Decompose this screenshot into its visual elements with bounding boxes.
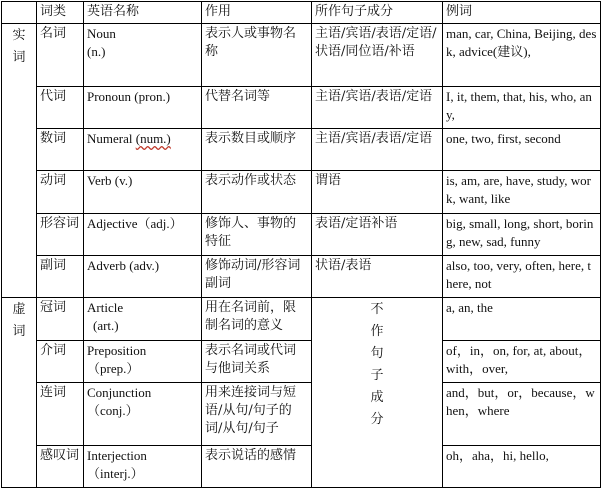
function-cell: 表示人或事物名称 xyxy=(202,24,312,87)
function-cell: 表示说话的感情 xyxy=(202,445,312,487)
table-row xyxy=(2,24,601,87)
examples-cell: also, too, very, often, here, there, not xyxy=(443,256,601,298)
function-cell: 修饰人、事物的特征 xyxy=(202,213,312,255)
function-cell: 用来连接词与短语/从句/句子的词/从句/句子 xyxy=(202,383,312,446)
part-of-speech-table xyxy=(1,1,601,488)
examples-cell: is, am, are, have, study, work, want, like xyxy=(443,171,601,213)
examples-cell: man, car, China, Beijing, desk, advice(建议), xyxy=(443,24,601,87)
header-row xyxy=(2,2,601,24)
word-class-cell: 代词 xyxy=(37,86,84,128)
word-class-cell: 冠词 xyxy=(37,298,84,340)
shared-role-text: 不作句子成分 xyxy=(370,302,384,428)
table-row xyxy=(2,445,601,487)
table-row xyxy=(2,256,601,298)
group-label-function-words: 虚词 xyxy=(2,298,37,488)
english-name-cell: Conjunction （conj.） xyxy=(84,383,202,446)
spellcheck-underline: (num.) xyxy=(135,131,171,147)
word-class-cell: 数词 xyxy=(37,129,84,171)
examples-cell: a, an, the xyxy=(443,298,601,340)
word-class-cell: 名词 xyxy=(37,24,84,87)
english-name-cell: Numeral (num.) xyxy=(84,129,202,171)
group-label-content-words: 实词 xyxy=(2,24,37,298)
sentence-role-cell: 谓语 xyxy=(312,171,443,213)
table-row xyxy=(2,383,601,446)
sentence-role-cell: 表语/定语补语 xyxy=(312,213,443,255)
examples-cell: one, two, first, second xyxy=(443,129,601,171)
shared-role-cell xyxy=(312,298,443,488)
examples-cell: oh，aha，hi, hello, xyxy=(443,445,601,487)
examples-cell: of，in，on, for, at, about，with，over, xyxy=(443,340,601,382)
english-name-cell: Pronoun (pron.) xyxy=(84,86,202,128)
table-row xyxy=(2,129,601,171)
function-cell: 表示动作或状态 xyxy=(202,171,312,213)
sentence-role-cell: 状语/表语 xyxy=(312,256,443,298)
header-word-class: 词类 xyxy=(37,2,84,24)
english-name-cell: Interjection （interj.） xyxy=(84,445,202,487)
word-class-cell: 感叹词 xyxy=(37,445,84,487)
examples-cell: I, it, them, that, his, who, any, xyxy=(443,86,601,128)
english-name-cell: Adverb (adv.) xyxy=(84,256,202,298)
table-row xyxy=(2,86,601,128)
examples-cell: big, small, long, short, boring, new, sad, funny xyxy=(443,213,601,255)
header-examples: 例词 xyxy=(443,2,601,24)
word-class-cell: 形容词 xyxy=(37,213,84,255)
english-name-cell: Preposition （prep.） xyxy=(84,340,202,382)
sentence-role-cell: 主语/宾语/表语/定语/状语/同位语/补语 xyxy=(312,24,443,87)
english-name-cell: Article (art.) xyxy=(84,298,202,340)
word-class-cell: 介词 xyxy=(37,340,84,382)
word-class-cell: 副词 xyxy=(37,256,84,298)
english-name-cell: Noun (n.) xyxy=(84,24,202,87)
sentence-role-cell: 主语/宾语/表语/定语 xyxy=(312,129,443,171)
word-class-cell: 动词 xyxy=(37,171,84,213)
english-name-cell: Verb (v.) xyxy=(84,171,202,213)
function-cell: 用在名词前，限制名词的意义 xyxy=(202,298,312,340)
table-row xyxy=(2,340,601,382)
table-row xyxy=(2,171,601,213)
header-english-name: 英语名称 xyxy=(84,2,202,24)
examples-cell: and，but，or，because，when，where xyxy=(443,383,601,446)
table-row xyxy=(2,213,601,255)
english-name-cell: Adjective（adj.） xyxy=(84,213,202,255)
header-blank-cell xyxy=(2,2,37,24)
header-function: 作用 xyxy=(202,2,312,24)
word-class-cell: 连词 xyxy=(37,383,84,446)
function-cell: 表示名词或代词与他词关系 xyxy=(202,340,312,382)
table-row xyxy=(2,298,601,340)
sentence-role-cell: 主语/宾语/表语/定语 xyxy=(312,86,443,128)
function-cell: 表示数目或顺序 xyxy=(202,129,312,171)
function-cell: 修饰动词/形容词副词 xyxy=(202,256,312,298)
function-cell: 代替名词等 xyxy=(202,86,312,128)
header-sentence-role: 所作句子成分 xyxy=(312,2,443,24)
